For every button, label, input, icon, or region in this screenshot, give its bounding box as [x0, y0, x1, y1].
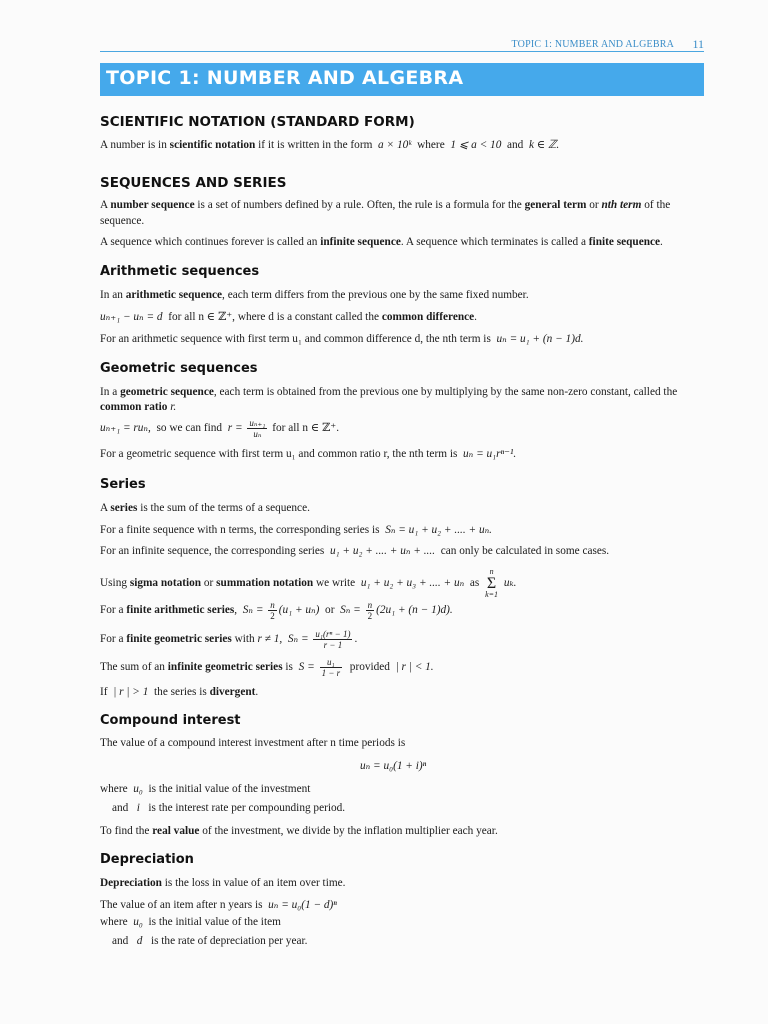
sci-notation-definition: A number is in scientific notation if it is written in the form a × 10ᵏ where 1 ⩽ a < 10 and k ∈ ℤ. — [100, 139, 560, 151]
divergent-series: If | r | > 1 the series is divergent. — [100, 686, 259, 698]
geometric-nth-term: For a geometric sequence with first term u₁ and common ratio r, the nth term is uₙ = u₁rⁿ⁻¹. — [100, 448, 517, 460]
depreciation-formula-line: The value of an item after n years is uₙ = u₀(1 − d)ⁿ — [100, 899, 337, 911]
heading-depreciation: Depreciation — [100, 852, 194, 867]
sigma-notation: Using sigma notation or summation notation we write u₁ + u₂ + u₃ + .... + uₙ as n Σ k=1 uₖ. — [100, 567, 517, 599]
arithmetic-nth-term: For an arithmetic sequence with first term u₁ and common difference d, the nth term is uₙ = u₁ + (n − 1)d. — [100, 333, 584, 345]
common-difference-formula: uₙ₊₁ − uₙ = d for all n ∈ ℤ⁺, where d is a constant called the common difference. — [100, 311, 477, 323]
ratio-fraction: $\frac{\text{uₙ₊₁}}{\text{uₙ}}$ — [249, 418, 266, 439]
geometric-definition: In a geometric sequence, each term is obtained from the previous one by multiplying by the same non-zero constant, called the — [100, 386, 678, 398]
infinite-geometric-series: The sum of an infinite geometric series is S = $\frac{\text{u₁}}{1 - r}$ provided | r | < 1. — [100, 657, 434, 678]
heading-geometric-sequences: Geometric sequences — [100, 361, 258, 376]
heading-scientific-notation: SCIENTIFIC NOTATION (STANDARD FORM) — [100, 114, 415, 130]
real-value-note: To find the real value of the investment, we divide by the inflation multiplier each year. — [100, 825, 498, 837]
fraction-n-over-2: $\frac{n}{2}$ — [367, 600, 373, 621]
depreciation-where-u0: where u₀ is the initial value of the item — [100, 916, 281, 928]
number-sequence-definition-cont: sequence. — [100, 215, 145, 227]
infinite-finite-definition: A sequence which continues forever is called an infinite sequence. A sequence which terminates is called a finite sequence. — [100, 236, 663, 248]
sigma-symbol: n Σ k=1 — [485, 567, 499, 599]
infinite-series: For an infinite sequence, the corresponding series u₁ + u₂ + .... + uₙ + .... can only be calculated in some cases. — [100, 545, 610, 557]
finite-series: For a finite sequence with n terms, the corresponding series is Sₙ = u₁ + u₂ + .... + uₙ. — [100, 524, 493, 536]
heading-compound-interest: Compound interest — [100, 713, 241, 728]
depreciation-definition: Depreciation is the loss in value of an item over time. — [100, 877, 346, 889]
topic-title: TOPIC 1: NUMBER AND ALGEBRA — [106, 67, 464, 89]
heading-series: Series — [100, 477, 146, 492]
topic-banner — [100, 63, 704, 96]
compound-and-i: and i is the interest rate per compounding period. — [112, 802, 346, 814]
series-definition: A series is the sum of the terms of a sequence. — [100, 502, 310, 514]
compound-where-u0: where u₀ is the initial value of the investment — [100, 783, 311, 795]
infinite-sum-fraction: $\frac{\text{u₁}}{1 - r}$ — [321, 657, 341, 678]
finite-arithmetic-series: For a finite arithmetic series, Sₙ = $\frac{n}{2}$ (u₁ + uₙ) or Sₙ = $\frac{n}{2}$ (2u₁ + (n − 1)d). — [100, 600, 453, 621]
number-sequence-definition: A number sequence is a set of numbers defined by a rule. Often, the rule is a formula for the general term or nth term of the — [100, 199, 671, 211]
compound-interest-intro: The value of a compound interest investment after n time periods is — [100, 737, 406, 749]
heading-arithmetic-sequences: Arithmetic sequences — [100, 264, 260, 279]
running-header — [100, 38, 704, 52]
running-title: TOPIC 1: NUMBER AND ALGEBRA — [511, 39, 674, 50]
arithmetic-definition: In an arithmetic sequence, each term differs from the previous one by the same fixed number. — [100, 289, 529, 301]
common-ratio-formula: uₙ₊₁ = ruₙ, so we can find r = $\frac{\text{uₙ₊₁}}{\text{uₙ}}$ for all n ∈ ℤ⁺. — [100, 418, 340, 439]
fraction-n-over-2: $\frac{n}{2}$ — [270, 600, 275, 621]
page-number: 11 — [692, 37, 704, 51]
heading-sequences-series: SEQUENCES AND SERIES — [100, 175, 287, 191]
depreciation-and-d: and d is the rate of depreciation per year. — [112, 935, 308, 947]
geometric-definition-cont: common ratio r. — [100, 401, 177, 413]
compound-interest-formula: uₙ = u₀(1 + i)ⁿ — [360, 760, 427, 772]
geometric-sum-fraction: $\frac{\text{u₁(rⁿ − 1)}}{r - 1}$ — [315, 629, 351, 650]
finite-geometric-series: For a finite geometric series with r ≠ 1, Sₙ = $\frac{\text{u₁(rⁿ − 1)}}{r - 1}$ . — [100, 629, 358, 650]
